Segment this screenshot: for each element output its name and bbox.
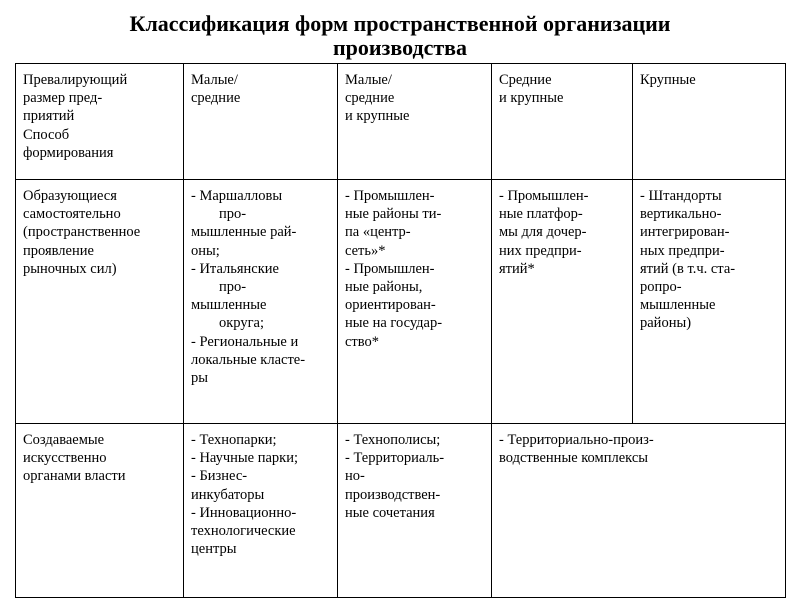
header-row <box>16 64 786 180</box>
title-line-2: производства <box>332 35 468 60</box>
title-line-1: Классификация форм пространственной организации <box>129 11 671 36</box>
cell-line: па «центр- <box>345 224 411 241</box>
cell-technopolises <box>338 424 492 598</box>
cell-line: проявление <box>23 242 94 259</box>
cell-line: ные сочетания <box>345 504 435 521</box>
cell-line: Создаваемые <box>23 432 105 448</box>
page-title <box>0 12 800 60</box>
cell-line: - Штандорты <box>640 188 722 204</box>
cell-line: них предпри- <box>499 242 582 259</box>
cell-line: ство* <box>345 333 380 350</box>
cell-line: мышленные <box>191 297 267 314</box>
header-cell-formation-method <box>16 64 184 180</box>
header-cell-medium-large <box>492 64 633 180</box>
cell-line: технологические <box>191 523 296 540</box>
cell-line: ные районы, <box>345 279 423 296</box>
cell-line: сеть»* <box>345 242 386 259</box>
cell-line: - Технополисы; <box>345 432 441 448</box>
cell-line: ориентирован- <box>345 297 436 314</box>
cell-line: ятий (в т.ч. ста- <box>640 260 736 277</box>
header-cell-large <box>633 64 786 180</box>
cell-technoparks <box>184 424 338 598</box>
cell-line: ные на государ- <box>345 315 443 332</box>
cell-line: размер пред- <box>23 90 103 107</box>
cell-line: центры <box>191 541 237 558</box>
cell-line: но- <box>345 468 365 485</box>
cell-line: - Промышлен- <box>345 260 435 277</box>
cell-line: искусственно <box>23 450 107 467</box>
cell-line: про- <box>219 206 247 223</box>
cell-industrial-districts <box>338 180 492 424</box>
cell-line: Малые/ <box>191 72 238 88</box>
cell-line: локальные класте- <box>191 351 306 368</box>
cell-line: Способ <box>23 126 70 143</box>
cell-line: - Научные парки; <box>191 450 299 467</box>
cell-line: вертикально- <box>640 206 722 223</box>
cell-line: ные районы ти- <box>345 206 442 223</box>
cell-line: ятий* <box>499 260 535 277</box>
cell-line: про- <box>219 279 247 296</box>
cell-line: районы) <box>640 315 692 332</box>
cell-line: самостоятельно <box>23 206 121 223</box>
cell-line: - Инновационно- <box>191 504 297 521</box>
cell-line: органами власти <box>23 468 126 485</box>
cell-line: Превалирующий <box>23 72 128 88</box>
cell-line: - Итальянские <box>191 260 279 277</box>
cell-line: средние <box>345 90 395 107</box>
cell-line: - Технопарки; <box>191 432 277 448</box>
cell-line: Малые/ <box>345 72 392 88</box>
cell-line: приятий <box>23 108 75 125</box>
row-label-government-created <box>16 424 184 598</box>
cell-line: Образующиеся <box>23 188 117 204</box>
cell-line: рыночных сил) <box>23 260 117 277</box>
cell-line: Крупные <box>640 72 696 88</box>
table-row-self-forming <box>16 180 786 424</box>
cell-line: - Промышлен- <box>345 188 435 204</box>
header-cell-small-medium <box>184 64 338 180</box>
cell-line: ропро- <box>640 279 682 296</box>
cell-line: интегрирован- <box>640 224 730 241</box>
cell-line: - Маршалловы <box>191 188 283 204</box>
cell-line: и крупные <box>499 90 564 107</box>
cell-line: водственные комплексы <box>499 450 649 467</box>
cell-line: ные платфор- <box>499 206 583 223</box>
cell-line: средние <box>191 90 241 107</box>
cell-marshall-districts <box>184 180 338 424</box>
cell-line: округа; <box>219 315 265 332</box>
cell-line: - Территориаль- <box>345 450 445 467</box>
cell-line: и крупные <box>345 108 410 125</box>
cell-line: мы для дочер- <box>499 224 587 241</box>
cell-line: - Промышлен- <box>499 188 589 204</box>
cell-line: формирования <box>23 144 114 161</box>
cell-vertical-integration <box>633 180 786 424</box>
cell-line: мышленные <box>640 297 716 314</box>
cell-territorial-complexes <box>492 424 786 598</box>
cell-line: Средние <box>499 72 552 88</box>
cell-line: - Территориально-произ- <box>499 432 654 448</box>
table-row-government-created <box>16 424 786 598</box>
cell-line: производствен- <box>345 486 441 503</box>
header-cell-small-medium-large <box>338 64 492 180</box>
cell-line: (пространственное <box>23 224 141 241</box>
row-label-self-forming <box>16 180 184 424</box>
cell-line: мышленные рай- <box>191 224 297 241</box>
classification-table <box>15 63 786 598</box>
cell-line: - Региональные и <box>191 333 299 350</box>
cell-line: - Бизнес- <box>191 468 248 485</box>
cell-line: ных предпри- <box>640 242 725 259</box>
cell-line: инкубаторы <box>191 486 265 503</box>
cell-line: ры <box>191 370 208 387</box>
cell-line: оны; <box>191 242 220 259</box>
cell-industrial-platforms <box>492 180 633 424</box>
